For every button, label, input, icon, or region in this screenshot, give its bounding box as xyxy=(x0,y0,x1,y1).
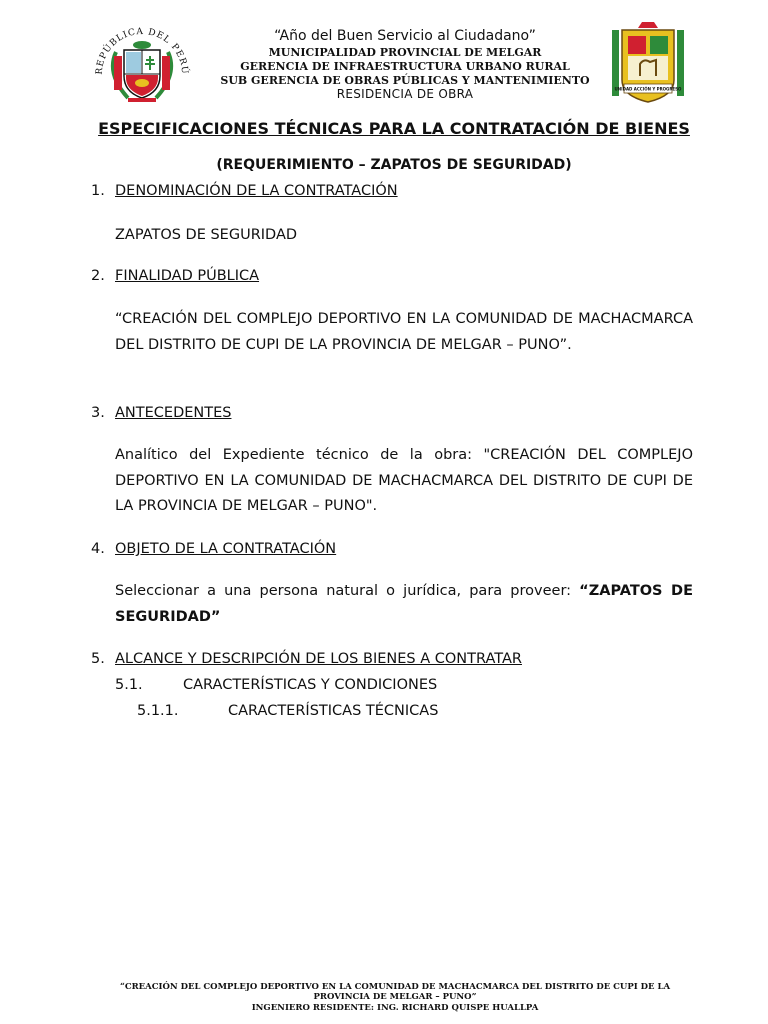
section-5-heading xyxy=(91,651,522,667)
subsection-5-1-number: 5.1. xyxy=(115,677,143,693)
melgar-municipal-shield-logo xyxy=(610,20,686,106)
section-label: DENOMINACIÓN DE LA CONTRATACIÓN xyxy=(115,183,398,199)
footer-project-line-2: PROVINCIA DE MELGAR – PUNO” xyxy=(313,992,477,1002)
footer-engineer: INGENIERO RESIDENTE: ING. RICHARD QUISPE HUALLPA xyxy=(251,1003,539,1013)
header-motto: “Año del Buen Servicio al Ciudadano” xyxy=(274,28,536,44)
section-2-paragraph: “CREACIÓN DEL COMPLEJO DEPORTIVO EN LA COMUNIDAD DE MACHACMARCA DEL DISTRITO DE CUPI DE LA PROVINCIA DE MELGAR – PUNO”. xyxy=(115,311,693,353)
document-subtitle: (REQUERIMIENTO – ZAPATOS DE SEGURIDAD) xyxy=(216,157,572,173)
subsection-5-1-label: CARACTERÍSTICAS Y CONDICIONES xyxy=(183,677,438,693)
footer-project-line-1: “CREACIÓN DEL COMPLEJO DEPORTIVO EN LA COMUNIDAD DE MACHACMARCA DEL DISTRITO DE CUPI DE LA xyxy=(119,982,671,992)
section-1-heading xyxy=(91,183,398,199)
subsection-5-1-1-number: 5.1.1. xyxy=(137,703,179,719)
section-3-paragraph: Analítico del Expediente técnico de la obra: "CREACIÓN DEL COMPLEJO DEPORTIVO EN LA COMUNIDAD DE MACHACMARCA DEL DISTRITO DE CUPI DE LA PROVINCIA DE MELGAR – PUNO". xyxy=(115,447,693,514)
section-2-heading xyxy=(91,268,259,284)
section-label: ALCANCE Y DESCRIPCIÓN DE LOS BIENES A CONTRATAR xyxy=(115,651,522,667)
section-label: OBJETO DE LA CONTRATACIÓN xyxy=(115,541,337,557)
section-1-paragraph: ZAPATOS DE SEGURIDAD xyxy=(115,227,298,243)
header-residencia: RESIDENCIA DE OBRA xyxy=(336,87,474,101)
section-label: ANTECEDENTES xyxy=(115,405,232,421)
header-municipality: MUNICIPALIDAD PROVINCIAL DE MELGAR xyxy=(268,46,542,59)
section-number: 3. xyxy=(91,405,105,421)
section-3-heading xyxy=(91,405,231,421)
document-title xyxy=(80,119,708,139)
section-number: 2. xyxy=(91,268,105,284)
section-4-paragraph xyxy=(115,579,693,630)
peru-coat-of-arms-logo xyxy=(88,12,196,108)
header-gerencia: GERENCIA DE INFRAESTRUCTURA URBANO RURAL xyxy=(240,60,570,73)
section-label: FINALIDAD PÚBLICA xyxy=(115,268,260,284)
section-number: 4. xyxy=(91,541,105,557)
seal-left-text: REPÚBLICA DEL PERÚ xyxy=(94,26,190,76)
section-number: 1. xyxy=(91,183,105,199)
subsection-5-1-1-label: CARACTERÍSTICAS TÉCNICAS xyxy=(228,703,439,719)
section-4-text: Seleccionar a una persona natural o jurídica, para proveer: xyxy=(115,583,580,599)
document-title-text: ESPECIFICACIONES TÉCNICAS PARA LA CONTRATACIÓN DE BIENES xyxy=(98,119,690,138)
header-sub-gerencia: SUB GERENCIA DE OBRAS PÚBLICAS Y MANTENIMIENTO xyxy=(220,74,590,87)
section-number: 5. xyxy=(91,651,105,667)
section-4-bold-text: “ZAPATOS DE SEGURIDAD” xyxy=(115,583,694,625)
section-4-heading xyxy=(91,541,336,557)
seal-right-text: UNIDAD ACCIÓN Y PROGRESO xyxy=(614,86,682,92)
